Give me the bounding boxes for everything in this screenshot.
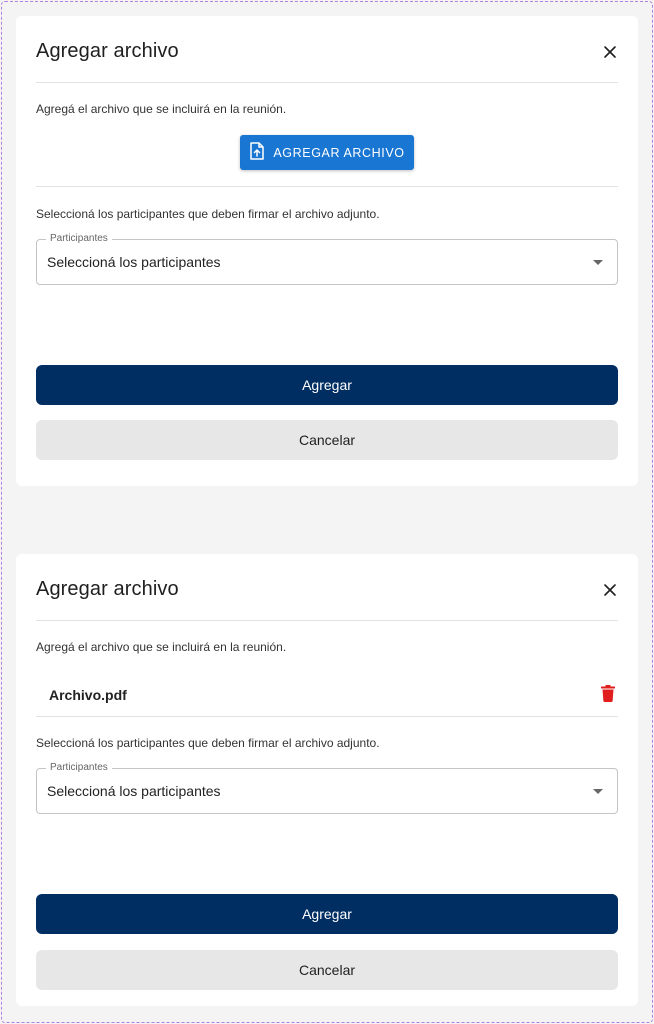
- participants-select-value: Seleccioná los participantes: [47, 783, 221, 799]
- add-file-button-label: AGREGAR ARCHIVO: [273, 145, 405, 160]
- participants-instruction: Seleccioná los participantes que deben firmar el archivo adjunto.: [36, 207, 380, 221]
- cancel-button[interactable]: Cancelar: [36, 420, 618, 460]
- close-icon[interactable]: [602, 44, 618, 60]
- add-file-button[interactable]: [240, 135, 414, 170]
- section-divider: [36, 186, 618, 187]
- participants-select-label: Participantes: [46, 762, 112, 773]
- chevron-down-icon: [593, 789, 603, 794]
- file-instruction: Agregá el archivo que se incluirá en la reunión.: [36, 102, 287, 116]
- file-instruction: Agregá el archivo que se incluirá en la reunión.: [36, 640, 287, 654]
- chevron-down-icon: [593, 260, 603, 265]
- submit-button[interactable]: Agregar: [36, 365, 618, 405]
- add-file-dialog-with-file: [16, 554, 638, 1006]
- add-file-dialog-empty: [16, 16, 638, 486]
- submit-button[interactable]: Agregar: [36, 894, 618, 934]
- dialog-title: Agregar archivo: [36, 578, 179, 600]
- participants-select-value: Seleccioná los participantes: [47, 254, 221, 270]
- close-icon[interactable]: [602, 582, 618, 598]
- file-upload-icon: [249, 142, 265, 163]
- header-divider: [36, 620, 618, 621]
- participants-instruction: Seleccioná los participantes que deben firmar el archivo adjunto.: [36, 736, 380, 750]
- section-divider: [36, 716, 618, 717]
- participants-select[interactable]: [36, 233, 618, 285]
- participants-select[interactable]: [36, 762, 618, 814]
- trash-icon[interactable]: [601, 685, 615, 702]
- attached-file-name: Archivo.pdf: [49, 687, 127, 703]
- cancel-button[interactable]: Cancelar: [36, 950, 618, 990]
- header-divider: [36, 82, 618, 83]
- dialog-title: Agregar archivo: [36, 40, 179, 62]
- participants-select-label: Participantes: [46, 233, 112, 244]
